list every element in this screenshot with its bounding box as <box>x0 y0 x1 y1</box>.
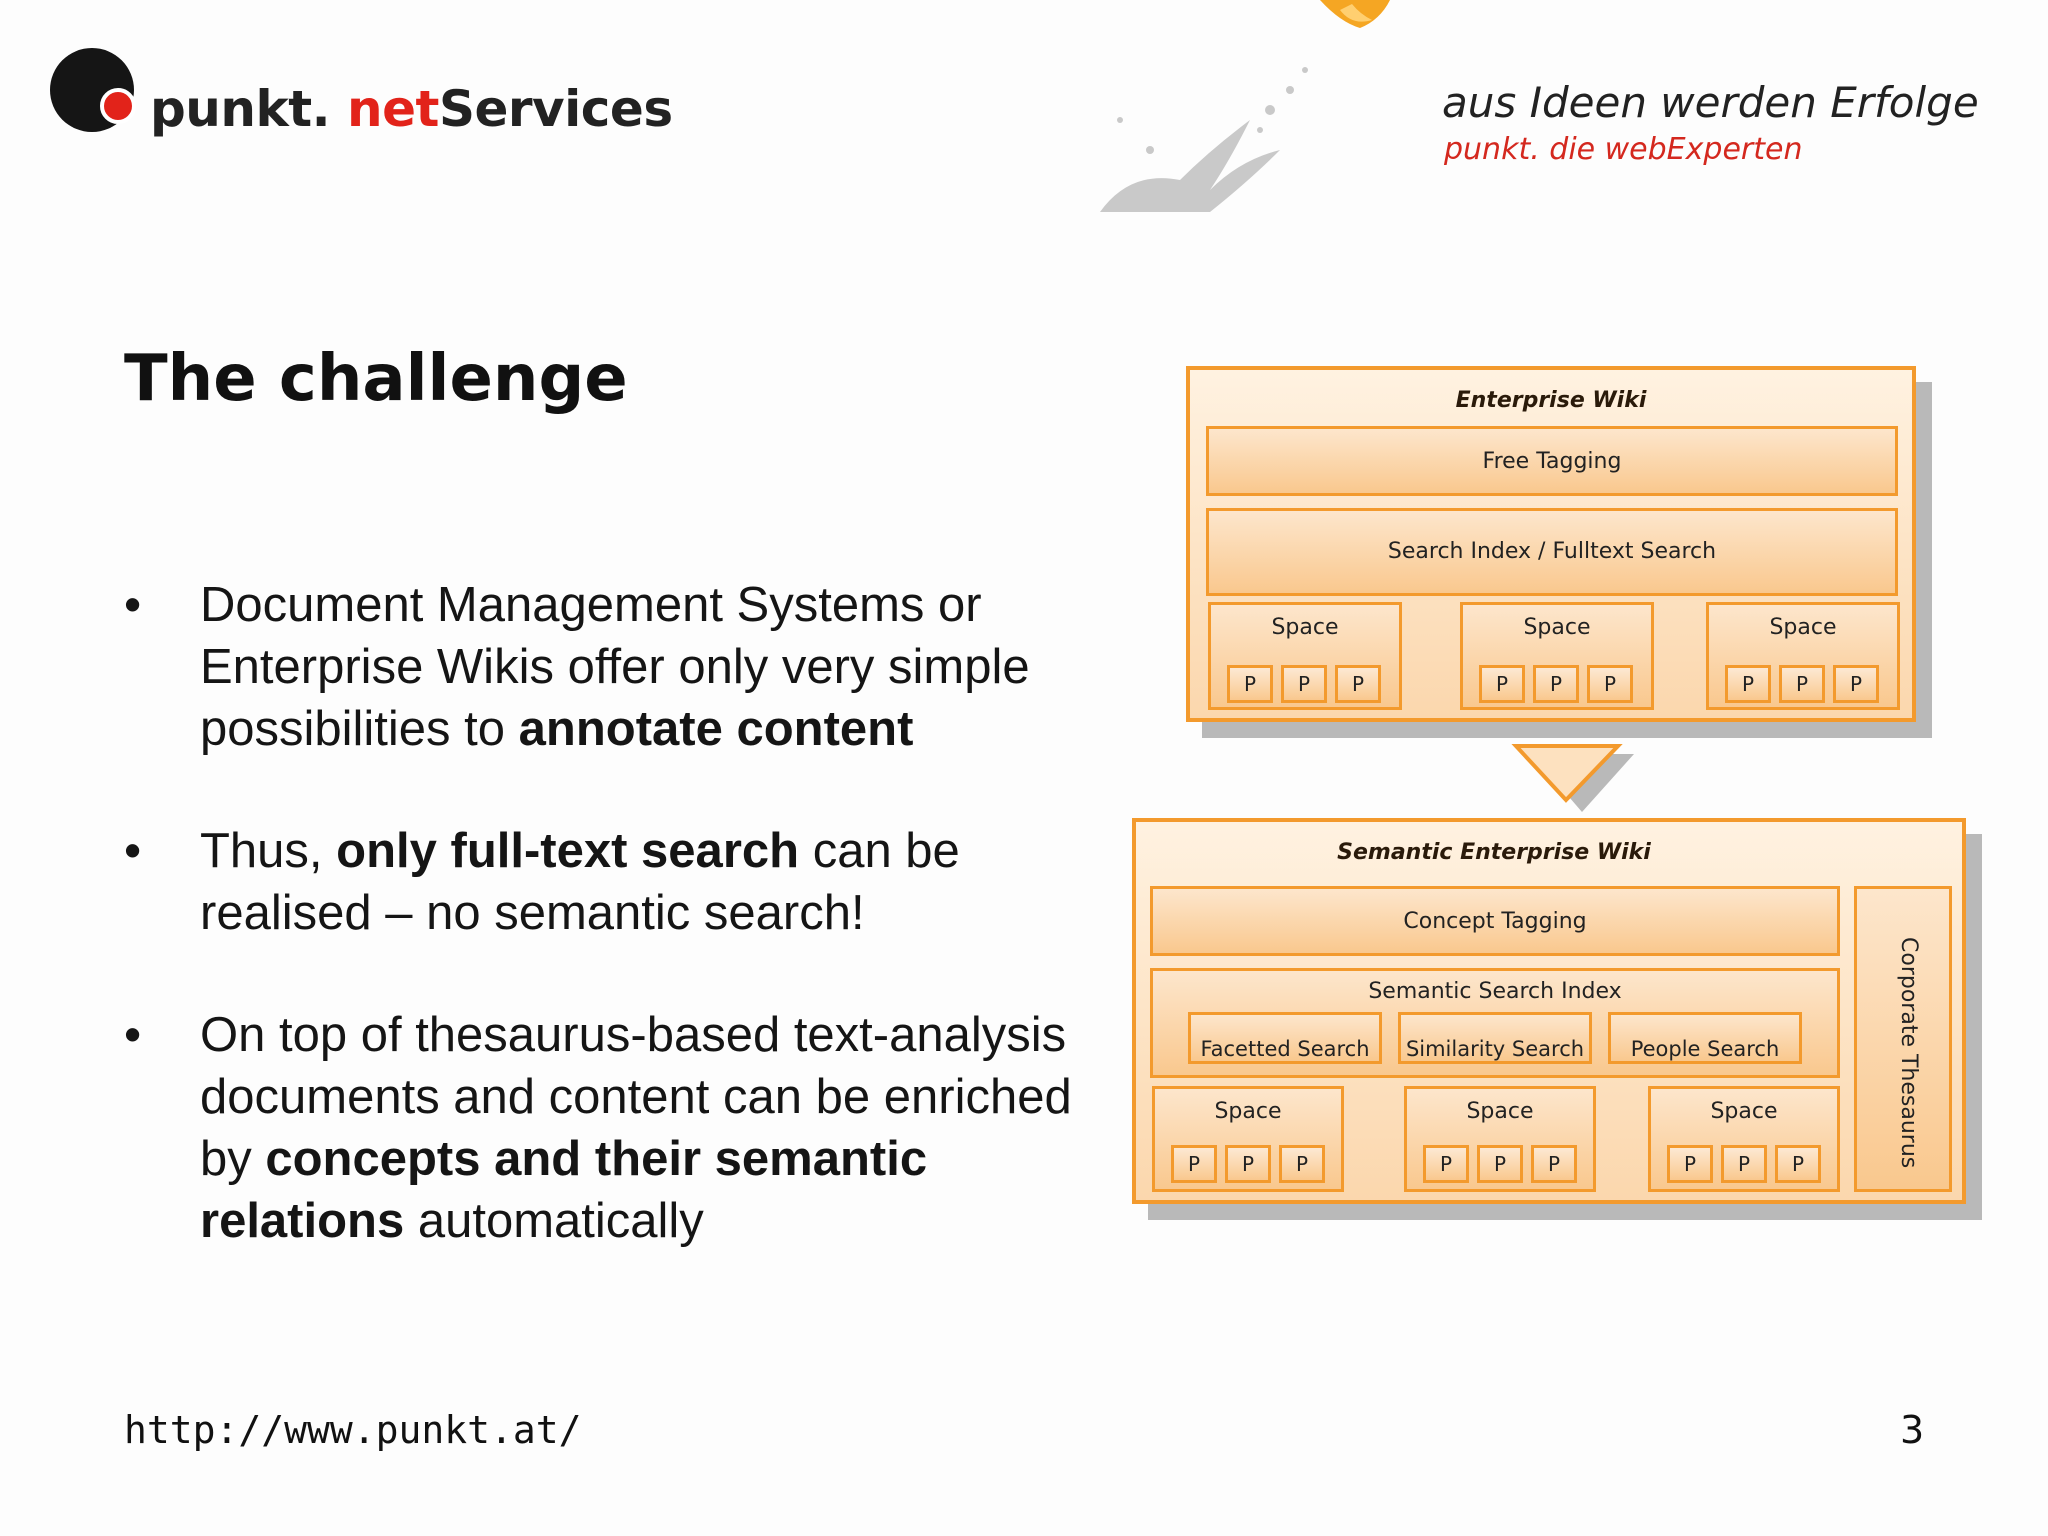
similarity-search-box: Similarity Search <box>1398 1012 1592 1064</box>
bullet-item: • Thus, only full-text search can be realised – no semantic search! <box>124 820 1124 944</box>
page-box: P <box>1533 665 1579 703</box>
tagline-sub: punkt. die webExperten <box>1444 132 1803 167</box>
space-box: Space P P P <box>1460 602 1654 710</box>
space-box: Space P P P <box>1648 1086 1840 1192</box>
concept-tagging-layer: Concept Tagging <box>1150 886 1840 956</box>
page-box: P <box>1279 1145 1325 1183</box>
bullet-icon: • <box>124 578 142 632</box>
corporate-thesaurus-box <box>1854 886 1952 1192</box>
page-box: P <box>1721 1145 1767 1183</box>
semantic-wiki-title: Semantic Enterprise Wiki <box>1337 840 1651 865</box>
enterprise-wiki-title: Enterprise Wiki <box>1455 388 1647 413</box>
arrow-down-icon <box>1510 742 1636 814</box>
semantic-search-layer: Semantic Search Index <box>1150 968 1840 1078</box>
page-box: P <box>1779 665 1825 703</box>
page-box: P <box>1227 665 1273 703</box>
bullet-item: • On top of thesaurus-based text-analysis documents and content can be enriched by concepts and their semantic relations automatically <box>124 1004 1124 1252</box>
facetted-search-box: Facetted Search <box>1188 1012 1382 1064</box>
bullet-item: • Document Management Systems or Enterprise Wikis offer only very simple possibilities to annotate content <box>124 574 1124 760</box>
people-search-box: People Search <box>1608 1012 1802 1064</box>
page-box: P <box>1531 1145 1577 1183</box>
footer-url: http://www.punkt.at/ <box>124 1408 582 1452</box>
fulltext-search-layer: Search Index / Fulltext Search <box>1206 508 1898 596</box>
free-tagging-layer: Free Tagging <box>1206 426 1898 496</box>
page-box: P <box>1335 665 1381 703</box>
page-box: P <box>1171 1145 1217 1183</box>
page-box: P <box>1225 1145 1271 1183</box>
page-box: P <box>1775 1145 1821 1183</box>
logo-wordmark: punkt. netServices <box>150 80 673 138</box>
page-box: P <box>1479 665 1525 703</box>
company-logo <box>50 48 690 148</box>
space-box: Space P P P <box>1706 602 1900 710</box>
page-box: P <box>1423 1145 1469 1183</box>
corporate-thesaurus-label: Corporate Thesaurus <box>1896 937 1921 1169</box>
tagline: aus Ideen werden Erfolge <box>1442 78 1979 127</box>
space-box: Space P P P <box>1152 1086 1344 1192</box>
page-box: P <box>1667 1145 1713 1183</box>
space-box: Space P P P <box>1208 602 1402 710</box>
space-box: Space P P P <box>1404 1086 1596 1192</box>
bullet-list <box>124 574 1124 1312</box>
bullet-icon: • <box>124 824 142 878</box>
splash-decoration-icon <box>1090 0 1450 220</box>
page-box: P <box>1833 665 1879 703</box>
page-number: 3 <box>1900 1408 1925 1452</box>
logo-dot-icon <box>100 88 136 124</box>
page-box: P <box>1587 665 1633 703</box>
slide-title: The challenge <box>124 342 628 416</box>
bullet-icon: • <box>124 1008 142 1062</box>
page-box: P <box>1281 665 1327 703</box>
page-box: P <box>1725 665 1771 703</box>
page-box: P <box>1477 1145 1523 1183</box>
